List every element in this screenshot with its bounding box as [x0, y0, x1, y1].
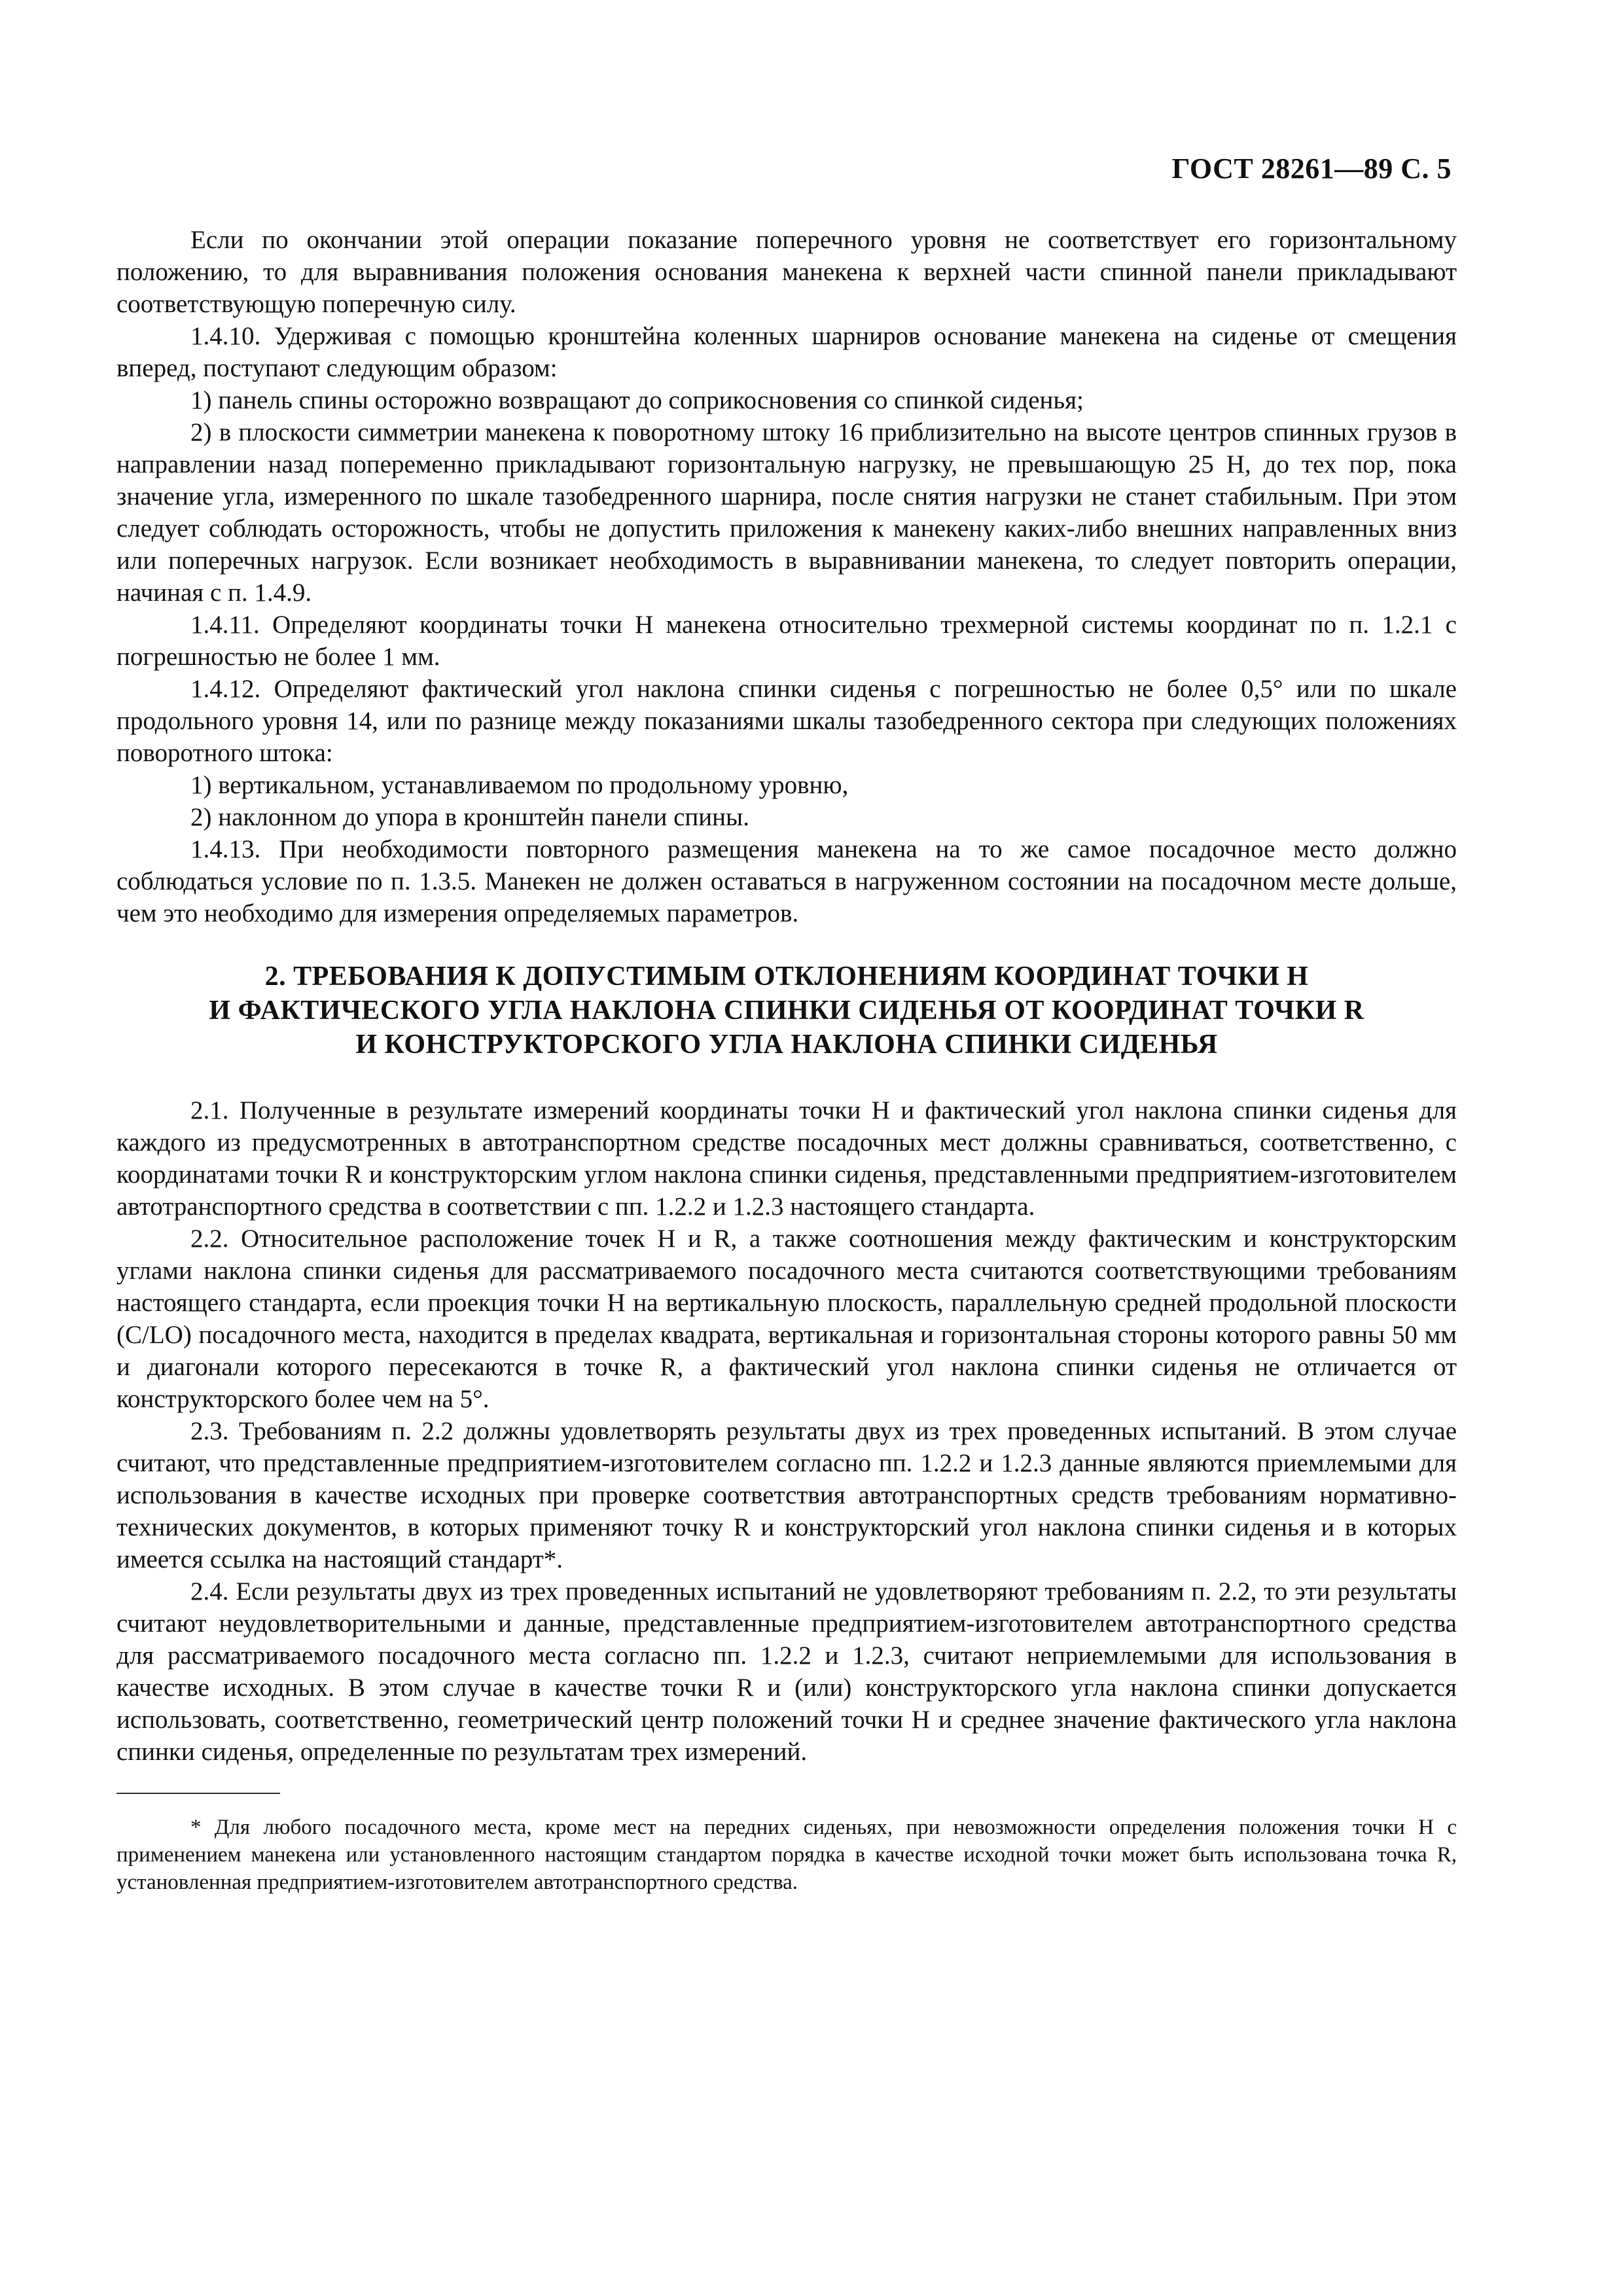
list-item-inclined: 2) наклонном до упора в кронштейн панели спины.: [190, 803, 749, 831]
list-item-vertical: 1) вертикальном, устанавливаемом по продольному уровню,: [190, 771, 849, 799]
list-item-horizontal-load: 2) в плоскости симметрии манекена к поворотному штоку 16 приблизительно на высоте центров спинных грузов в направлении назад попеременно прикладывают горизонтальную нагрузку, не превышающую 25 Н, до тех пор, пока значение угла, измеренного по шкале тазобедренного шарнира, после снятия нагрузки не станет стабильным. При этом следует соблюдать осторожность, чтобы не допустить приложения к манекену каких-либо внешних направленных вниз или поперечных нагрузок. Если возникает необходимость в выравнивании манекена, то следует повторить операции, начиная с п. 1.4.9.: [116, 418, 1457, 607]
paragraph-2-1: 2.1. Полученные в результате измерений координаты точки H и фактический угол наклона спинки сиденья для каждого из предусмотренных в автотранспортном средстве посадочных мест должны сравниваться, соответственно, с координатами точки R и конструкторским углом наклона спинки сиденья, представленными предприятием-изготовителем автотранспортного средства в соответствии с пп. 1.2.2 и 1.2.3 настоящего стандарта.: [116, 1096, 1457, 1221]
section-2-title-line: 2. ТРЕБОВАНИЯ К ДОПУСТИМЫМ ОТКЛОНЕНИЯМ КООРДИНАТ ТОЧКИ H: [264, 961, 1309, 992]
paragraph-1-4-13: 1.4.13. При необходимости повторного размещения манекена на то же самое посадочное место должно соблюдаться условие по п. 1.3.5. Манекен не должен оставаться в нагруженном состоянии на посадочном месте дольше, чем это необходимо для измерения определяемых параметров.: [116, 835, 1457, 927]
section-2-title: [116, 960, 1457, 1062]
paragraph-2-2: 2.2. Относительное расположение точек H и R, а также соотношения между фактическим и конструкторским углами наклона спинки сиденья для рассматриваемого посадочного места считаются соответствующими требованиям настоящего стандарта, если проекция точки H на вертикальную плоскость, параллельную средней продольной плоскости (C/LO) посадочного места, находится в пределах квадрата, вертикальная и горизонтальная стороны которого равны 50 мм и диагонали которого пересекаются в точке R, а фактический угол наклона спинки сиденья не отличается от конструкторского более чем на 5°.: [116, 1225, 1457, 1413]
footnote: * Для любого посадочного места, кроме мест на передних сиденьях, при невозможности определения положения точки H с применением манекена или установленного настоящим стандартом порядка в качестве исходной точки может быть использована точка R, установленная предприятием-изготовителем автотранспортного средства.: [116, 1816, 1457, 1894]
paragraph-lateral-level: Если по окончании этой операции показание поперечного уровня не соответствует его горизонтальному положению, то для выравнивания положения основания манекена к верхней части спинной панели прикладывают соответствующую поперечную силу.: [116, 226, 1457, 318]
paragraph-2-4: 2.4. Если результаты двух из трех проведенных испытаний не удовлетворяют требованиям п. 2.2, то эти результаты считают неудовлетворительными и данные, представленные предприятием-изготовителем автотранспортного средства для рассматриваемого посадочного места согласно пп. 1.2.2 и 1.2.3, считают неприемлемыми для использования в качестве исходных. В этом случае в качестве точки R и (или) конструкторского угла наклона спинки допускается использовать, соответственно, геометрический центр положений точки H и среднее значение фактического угла наклона спинки сиденья, определенные по результатам трех измерений.: [116, 1577, 1457, 1766]
body-text: [116, 224, 1457, 1896]
paragraph-2-3: 2.3. Требованиям п. 2.2 должны удовлетворять результаты двух из трех проведенных испытаний. В этом случае считают, что представленные предприятием-изготовителем согласно пп. 1.2.2 и 1.2.3 данные являются приемлемыми для использования в качестве исходных при проверке соответствия автотранспортных средств требованиям нормативно-технических документов, в которых применяют точку R и конструкторский угол наклона спинки сиденья и в которых имеется ссылка на настоящий стандарт*.: [116, 1417, 1457, 1573]
paragraph-1-4-10: 1.4.10. Удерживая с помощью кронштейна коленных шарниров основание манекена на сиденье от смещения вперед, поступают следующим образом:: [116, 322, 1457, 382]
paragraph-1-4-11: 1.4.11. Определяют координаты точки H манекена относительно трехмерной системы координат по п. 1.2.1 с погрешностью не более 1 мм.: [116, 611, 1457, 671]
running-header: ГОСТ 28261—89 С. 5: [1171, 152, 1452, 185]
footnote-divider: [116, 1793, 280, 1794]
section-2-title-line: И КОНСТРУКТОРСКОГО УГЛА НАКЛОНА СПИНКИ СИДЕНЬЯ: [355, 1030, 1218, 1060]
paragraph-1-4-12: 1.4.12. Определяют фактический угол наклона спинки сиденья с погрешностью не более 0,5° или по шкале продольного уровня 14, или по разнице между показаниями шкалы тазобедренного сектора при следующих положениях поворотного штока:: [116, 675, 1457, 767]
list-item-back-panel: 1) панель спины осторожно возвращают до соприкосновения со спинкой сиденья;: [190, 386, 1084, 414]
section-2-title-line: И ФАКТИЧЕСКОГО УГЛА НАКЛОНА СПИНКИ СИДЕНЬЯ ОТ КООРДИНАТ ТОЧКИ R: [209, 996, 1364, 1026]
